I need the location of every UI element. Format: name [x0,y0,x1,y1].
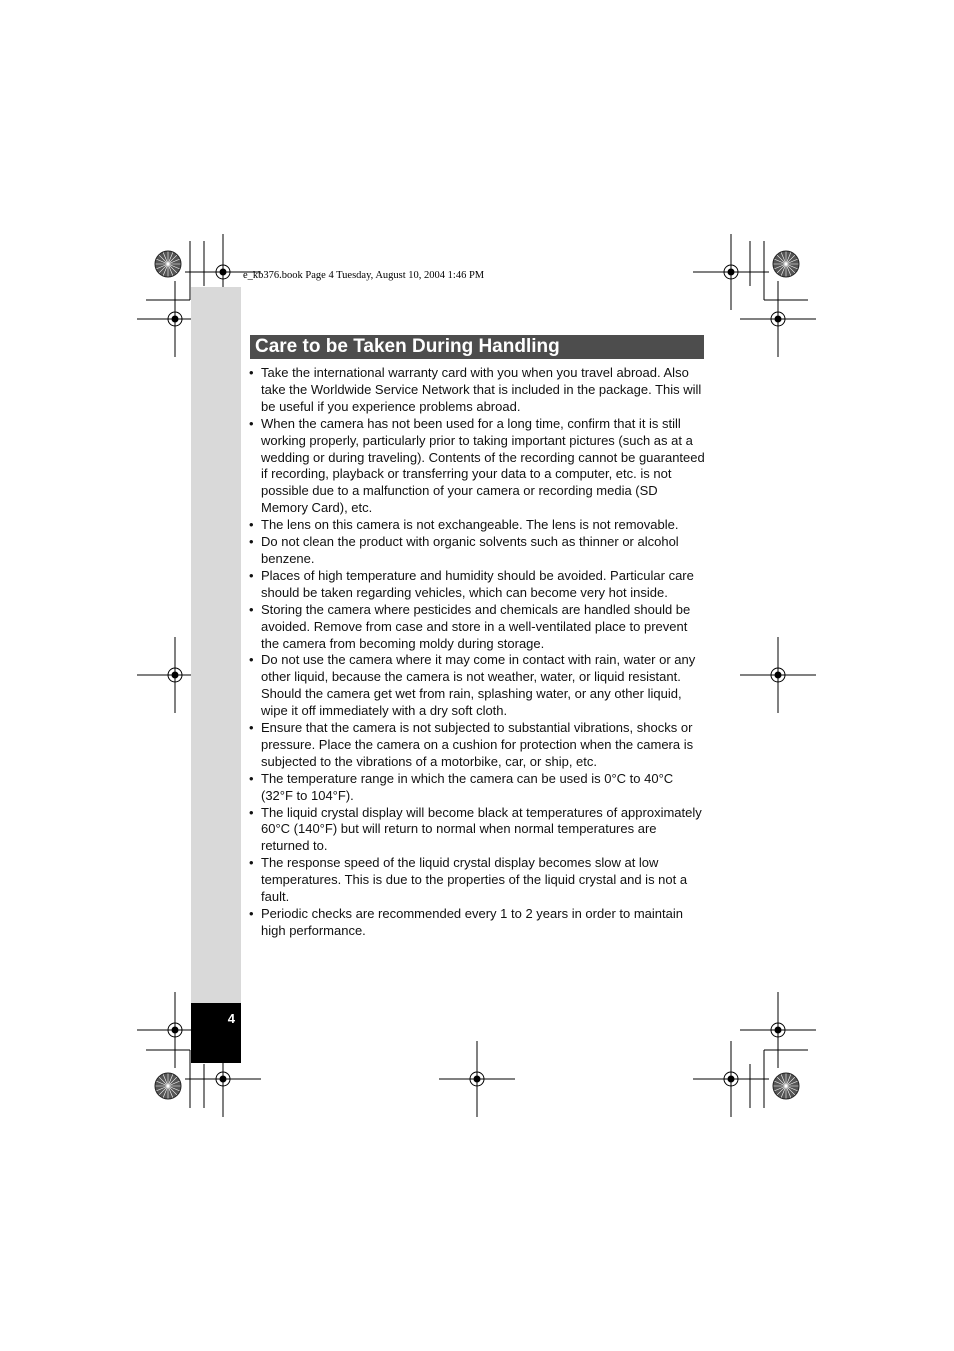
list-item: • Ensure that the camera is not subjected to substantial vibrations, shocks or pressure. Place the camera on a cushion for protection when the camera is subjected to the vibrations of a motorbike, car, or ship, etc. [248,720,706,771]
list-item: • Periodic checks are recommended every 1 to 2 years in order to maintain high performance. [248,906,706,940]
section-title: Care to be Taken During Handling [255,336,560,357]
print-info-header: e_kb376.book Page 4 Tuesday, August 10, 2004 1:46 PM [243,270,485,281]
list-item: • Take the international warranty card with you when you travel abroad. Also take the Worldwide Service Network that is included in the package. This will be useful if you experience problems abroad. [248,365,706,416]
side-thumb-band [191,287,241,1003]
list-item: • Places of high temperature and humidity should be avoided. Particular care should be taken regarding vehicles, which can become very hot inside. [248,568,706,602]
list-item: • Do not use the camera where it may come in contact with rain, water or any other liquid, because the camera is not weather, water, or liquid resistant. Should the camera get wet from rain, splashing water, or any other liquid, wipe it off immediately with a dry soft cloth. [248,652,706,720]
care-instructions-list [248,365,706,940]
list-item: • Storing the camera where pesticides and chemicals are handled should be avoided. Remove from case and store in a well-ventilated place to prevent the camera from becoming moldy during storage. [248,602,706,653]
list-item: • Do not clean the product with organic solvents such as thinner or alcohol benzene. [248,534,706,568]
list-item: • The lens on this camera is not exchangeable. The lens is not removable. [248,517,706,534]
page-number: 4 [227,1011,235,1026]
list-item: • The response speed of the liquid crystal display becomes slow at low temperatures. This is due to the properties of the liquid crystal and is not a fault. [248,855,706,906]
list-item: • When the camera has not been used for a long time, confirm that it is still working properly, particularly prior to taking important pictures (such as at a wedding or during traveling). Contents of the recording cannot be guaranteed if recording, playback or transferring your data to a computer, etc. is not possible due to a malfunction of your camera or recording media (SD Memory Card), etc. [248,416,706,517]
list-item: • The liquid crystal display will become black at temperatures of approximately 60°C (140°F) but will return to normal when normal temperatures are returned to. [248,805,706,856]
section-title-bar [250,335,704,359]
list-item: • The temperature range in which the camera can be used is 0°C to 40°C (32°F to 104°F). [248,771,706,805]
page-number-tab [191,1003,241,1063]
